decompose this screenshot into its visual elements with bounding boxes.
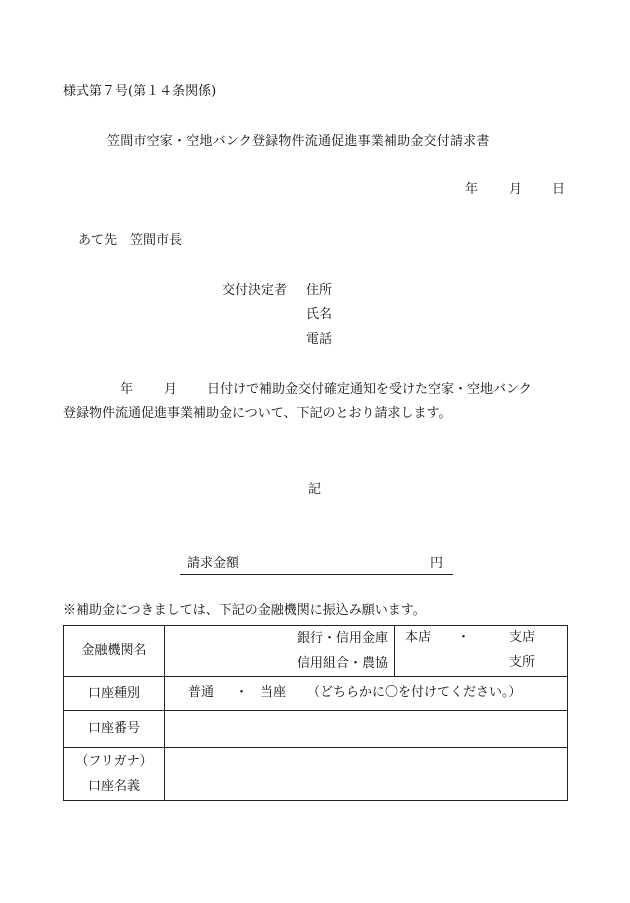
body-line-1: 日付けで補助金交付確定通知を受けた空家・空地バンク (207, 382, 532, 397)
date-day: 日 (552, 182, 566, 197)
account-type-dot: ・ (235, 685, 249, 700)
account-number-row (64, 711, 568, 748)
shiten-label: 支店 (509, 630, 536, 645)
shisho-label: 支所 (509, 655, 536, 670)
account-name-row (64, 748, 568, 801)
document-title: 笠間市空家・空地バンク登録物件流通促進事業補助金交付請求書 (107, 134, 490, 149)
account-type-row (64, 677, 568, 711)
body-month: 月 (164, 382, 178, 397)
addressee: あて先 笠間市長 (78, 233, 183, 248)
institution-types-2: 信用組合・農協 (296, 656, 388, 671)
account-name-cell[interactable] (165, 748, 568, 801)
furigana-label: （フリガナ） (75, 754, 153, 769)
institution-type-cell[interactable] (165, 626, 395, 677)
institution-row (64, 626, 568, 677)
branch-cell[interactable] (395, 626, 568, 677)
branch-dot: ・ (457, 630, 471, 645)
date-month: 月 (509, 182, 523, 197)
body-year: 年 (120, 382, 134, 397)
account-type-cell[interactable] (165, 677, 568, 711)
date-year: 年 (465, 182, 479, 197)
body-line-2: 登録物件流通促進事業補助金について、下記のとおり請求します。 (63, 406, 452, 421)
applicant-label: 交付決定者 (222, 283, 288, 298)
amount-unit: 円 (430, 556, 444, 571)
applicant-name-label: 氏名 (306, 307, 333, 322)
amount-label: 請求金額 (187, 556, 240, 571)
amount-underline (180, 574, 453, 575)
form-number: 様式第７号(第１４条関係) (63, 84, 217, 99)
bank-account-table (63, 625, 568, 801)
bank-note: ※補助金につきましては、下記の金融機関に振込み願います。 (63, 603, 426, 618)
account-name-label: 口座名義 (87, 779, 140, 794)
toza-option[interactable]: 当座 (260, 685, 287, 700)
account-type-label: 口座種別 (64, 677, 165, 711)
institution-types-1: 銀行・信用金庫 (296, 631, 388, 646)
institution-label: 金融機関名 (64, 626, 165, 677)
account-number-cell[interactable] (165, 711, 568, 748)
account-number-label: 口座番号 (64, 711, 165, 748)
applicant-phone-label: 電話 (306, 332, 333, 347)
ki-heading: 記 (308, 482, 322, 497)
account-type-note: （どちらかに〇を付けてください。） (307, 685, 522, 700)
futsu-option[interactable]: 普通 (188, 685, 215, 700)
honten-label: 本店 (405, 630, 432, 645)
account-name-label-cell (64, 748, 165, 801)
applicant-address-label: 住所 (306, 283, 333, 298)
